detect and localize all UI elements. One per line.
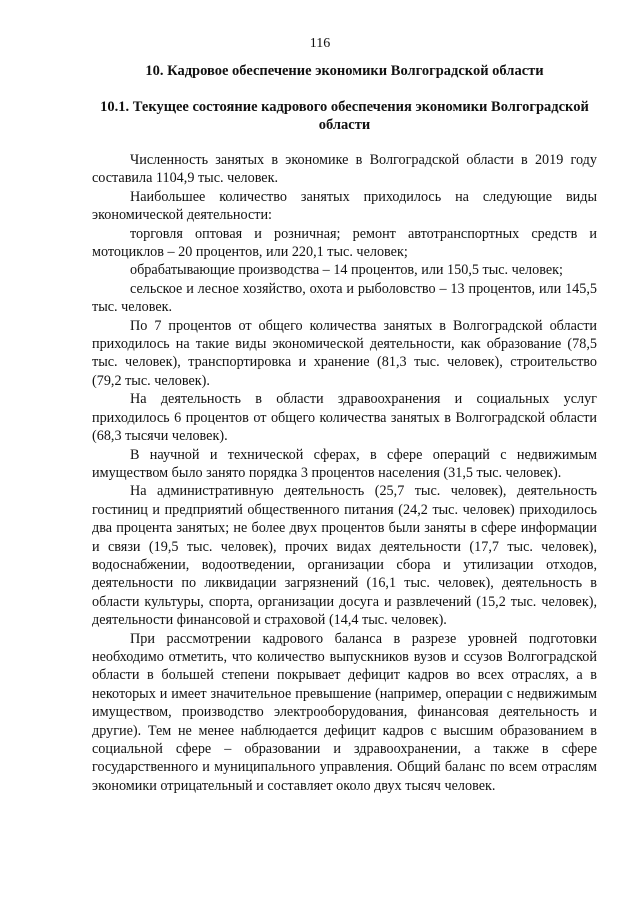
paragraph: При рассмотрении кадрового баланса в разрезе уровней подготовки необходимо отметить, что количество выпускников вузов и ссузов Волгоградской области в большей степени покрывает дефицит кадров во всех отраслях, а в некоторых и имеет значительное превышение (например, операции с недвижимым имуществом, производство электрооборудования, финансовая деятельность и другие). Тем не менее наблюдается дефицит кадров с высшим образованием в социальной сфере – образовании и здравоохранении, а также в сфере государственного и муниципального управления. Общий баланс по всем отраслям экономики отрицательный и составляет около двух тысяч человек. (92, 630, 597, 794)
section-title: 10. Кадровое обеспечение экономики Волгоградской области (145, 63, 544, 79)
paragraph: На деятельность в области здравоохранения и социальных услуг приходилось 6 процентов от общего количества занятых в Волгоградской области (68,3 тысячи человек). (92, 391, 597, 445)
document-body (92, 151, 597, 795)
paragraph: обрабатывающие производства – 14 процентов, или 150,5 тыс. человек; (130, 262, 563, 279)
paragraph: торговля оптовая и розничная; ремонт автотранспортных средств и мотоциклов – 20 процентов, или 220,1 тыс. человек; (92, 225, 597, 261)
paragraph: На административную деятельность (25,7 тыс. человек), деятельность гостиниц и предприятий общественного питания (24,2 тыс. человек) приходилось два процента занятых; не более двух процентов были заняты в сфере информации и связи (19,5 тыс. человек), прочих видах деятельности (17,7 тыс. человек), водоснабжении, водоотведении, организации сбора и утилизации отходов, деятельности по ликвидации загрязнений (16,1 тыс. человек), деятельность в области культуры, спорта, организации досуга и развлечений (15,2 тыс. человек), деятельности финансовой и страховой (14,4 тыс. человек). (92, 483, 597, 629)
page-number: 116 (309, 36, 331, 51)
paragraph: Наибольшее количество занятых приходилось на следующие виды экономической деятельности: (92, 188, 597, 224)
paragraph: сельское и лесное хозяйство, охота и рыболовство – 13 процентов, или 145,5 тыс. человек. (92, 280, 597, 316)
subsection-title: 10.1. Текущее состояние кадрового обеспечения экономики Волгоградской области (100, 99, 589, 133)
paragraph: Численность занятых в экономике в Волгоградской области в 2019 году составила 1104,9 тыс. человек. (92, 152, 597, 187)
paragraph: В научной и технической сферах, в сфере операций с недвижимым имуществом было занято порядка 3 процентов населения (31,5 тыс. человек). (92, 446, 597, 481)
paragraph: По 7 процентов от общего количества занятых в Волгоградской области приходилось на такие виды экономической деятельности, как образование (78,5 тыс. человек), транспортировка и хранение (81,3 тыс. человек), строительство (79,2 тыс. человек). (92, 317, 597, 389)
